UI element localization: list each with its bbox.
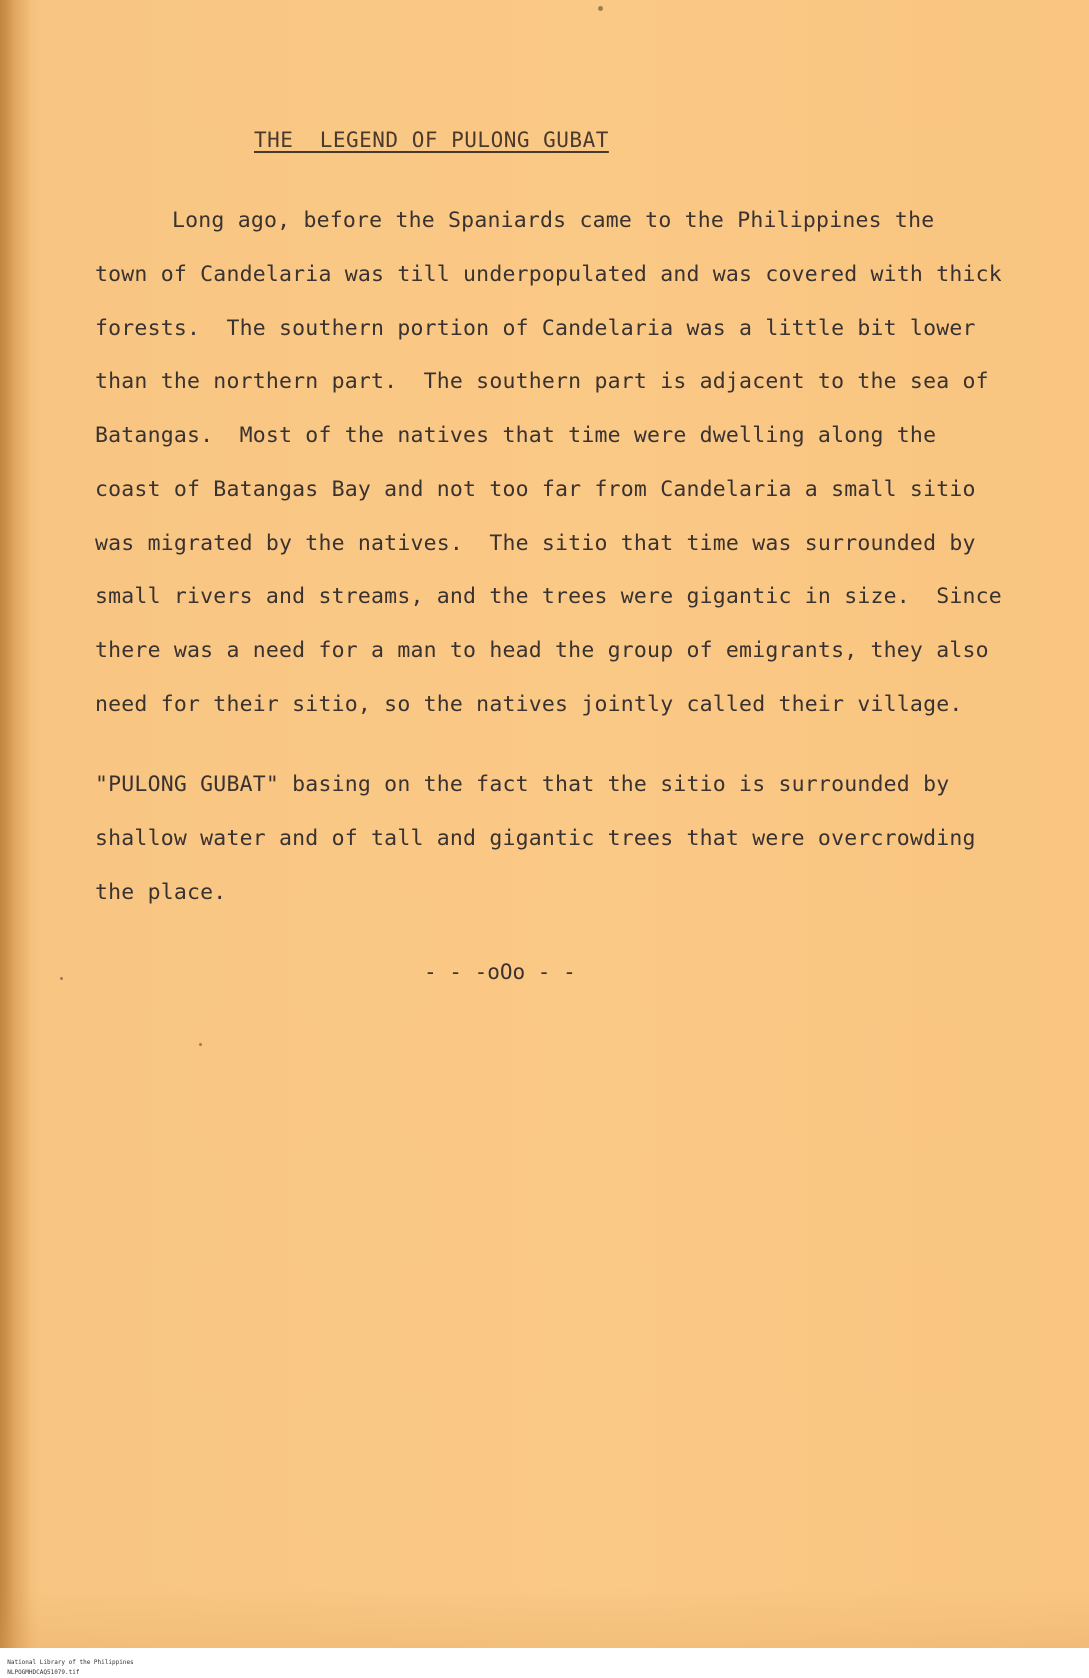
ink-speck xyxy=(199,1043,202,1046)
paragraph-line: the place. xyxy=(95,880,227,905)
paragraph-line: small rivers and streams, and the trees were gigantic in size. Since xyxy=(95,584,1002,609)
paragraph-line: "PULONG GUBAT" basing on the fact that the sitio is surrounded by xyxy=(95,772,950,797)
paragraph-line: than the northern part. The southern part is adjacent to the sea of xyxy=(95,369,989,394)
ink-speck xyxy=(598,6,603,11)
paragraph-line: shallow water and of tall and gigantic trees that were overcrowding xyxy=(95,826,976,851)
paragraph-line: town of Candelaria was till underpopulated and was covered with thick xyxy=(95,262,1002,287)
paragraph-line: Long ago, before the Spaniards came to the Philippines the xyxy=(172,208,935,233)
paragraph-line: coast of Batangas Bay and not too far from Candelaria a small sitio xyxy=(95,477,976,502)
paragraph-line: need for their sitio, so the natives jointly called their village. xyxy=(95,692,963,717)
paragraph-line: forests. The southern portion of Candelaria was a little bit lower xyxy=(95,316,976,341)
document-title: THE LEGEND OF PULONG GUBAT xyxy=(254,128,609,152)
ink-speck xyxy=(60,977,63,980)
footer-library: National Library of the Philippines xyxy=(7,1659,134,1666)
footer-filename: NLPOGMHDCAQ51079.tif xyxy=(7,1669,80,1676)
scan-footer xyxy=(0,1648,1089,1676)
paragraph-line: Batangas. Most of the natives that time were dwelling along the xyxy=(95,423,937,448)
paragraph-line: was migrated by the natives. The sitio that time was surrounded by xyxy=(95,531,976,556)
paragraph-line: there was a need for a man to head the group of emigrants, they also xyxy=(95,638,989,663)
end-ornament: - - -oOo - - xyxy=(424,960,576,984)
